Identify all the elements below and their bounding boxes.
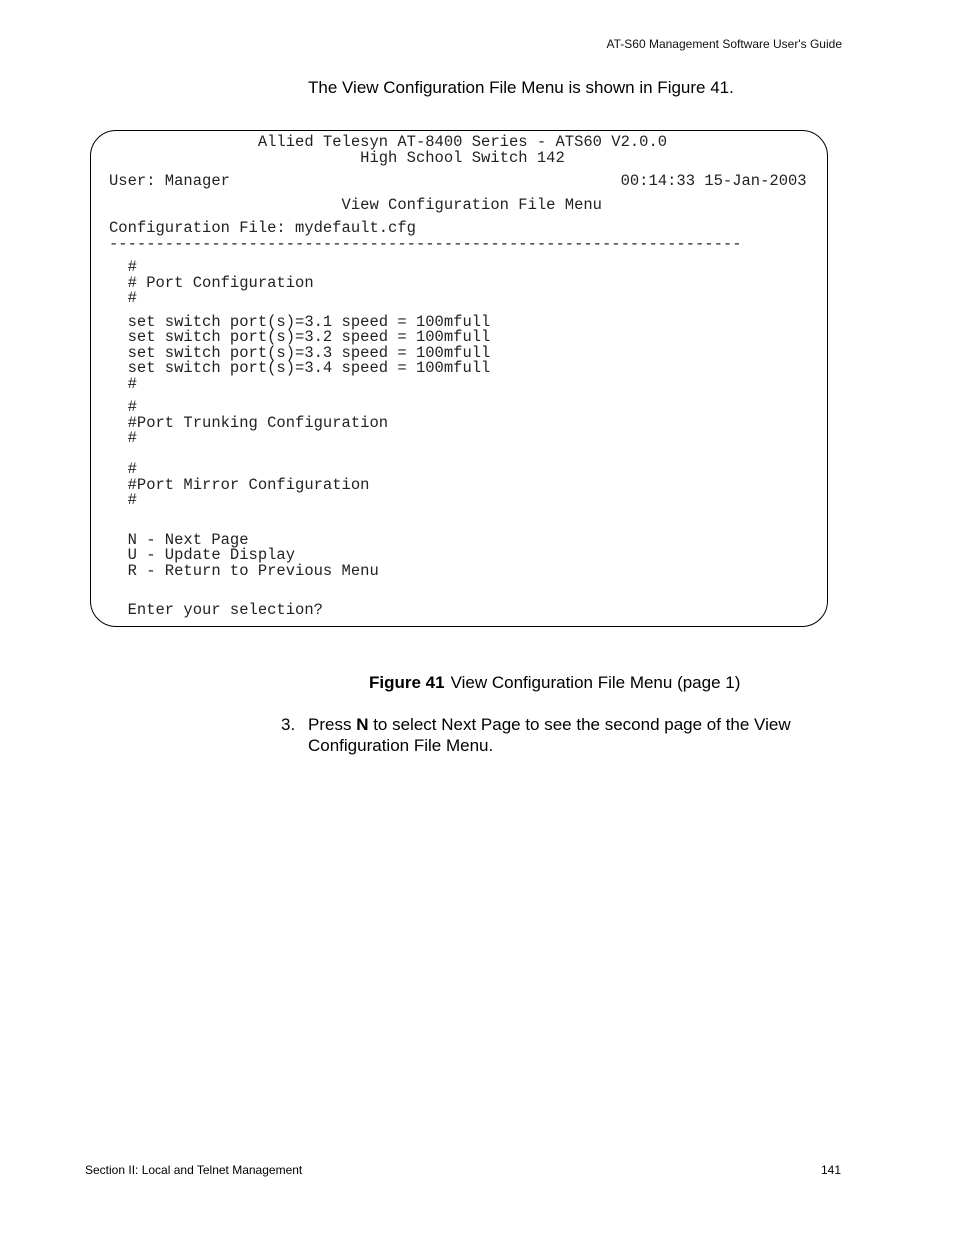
terminal-line: # bbox=[109, 289, 137, 307]
terminal-line: # bbox=[109, 429, 137, 447]
footer-section: Section II: Local and Telnet Management bbox=[85, 1163, 303, 1177]
terminal-line: # bbox=[109, 375, 137, 393]
terminal-line: # bbox=[109, 258, 137, 276]
terminal-screen bbox=[90, 130, 828, 627]
step-text bbox=[308, 714, 818, 756]
step-number: 3. bbox=[281, 715, 296, 734]
step-text-before: Press bbox=[308, 715, 357, 734]
intro-text: The View Configuration File Menu is shown in Figure 41. bbox=[308, 78, 734, 97]
terminal-line: Enter your selection? bbox=[109, 601, 323, 619]
terminal-line: #Port Mirror Configuration bbox=[109, 476, 370, 494]
terminal-line: set switch port(s)=3.3 speed = 100mfull bbox=[109, 344, 491, 362]
terminal-line: -------------------------------------------------------------------- bbox=[109, 235, 742, 253]
terminal-line: #Port Trunking Configuration bbox=[109, 414, 389, 432]
terminal-line: U - Update Display bbox=[109, 546, 296, 564]
terminal-line: User: Manager 00:14:33 15-Jan-2003 bbox=[109, 172, 807, 190]
terminal-line: # bbox=[109, 460, 137, 478]
figure-caption bbox=[369, 673, 740, 693]
guide-title: AT-S60 Management Software User's Guide bbox=[606, 37, 842, 51]
terminal-line: N - Next Page bbox=[109, 531, 249, 549]
terminal-line: set switch port(s)=3.2 speed = 100mfull bbox=[109, 328, 491, 346]
page-number: 141 bbox=[820, 1163, 841, 1177]
terminal-line: set switch port(s)=3.4 speed = 100mfull bbox=[109, 359, 491, 377]
terminal-line: Configuration File: mydefault.cfg bbox=[109, 219, 416, 237]
terminal-line: High School Switch 142 bbox=[109, 149, 565, 167]
terminal-line: # bbox=[109, 398, 137, 416]
terminal-line: # bbox=[109, 491, 137, 509]
step-key: N bbox=[356, 715, 369, 734]
terminal-line: R - Return to Previous Menu bbox=[109, 562, 379, 580]
figure-label: Figure 41 bbox=[369, 673, 445, 692]
terminal-line: set switch port(s)=3.1 speed = 100mfull bbox=[109, 313, 491, 331]
terminal-line: View Configuration File Menu bbox=[109, 196, 602, 214]
terminal-line: # Port Configuration bbox=[109, 274, 314, 292]
terminal-line: Allied Telesyn AT-8400 Series - ATS60 V2.0.0 bbox=[109, 133, 668, 151]
figure-caption-text: View Configuration File Menu (page 1) bbox=[450, 673, 741, 692]
step-text-after: to select Next Page to see the second page of the View Configuration File Menu. bbox=[308, 715, 791, 755]
